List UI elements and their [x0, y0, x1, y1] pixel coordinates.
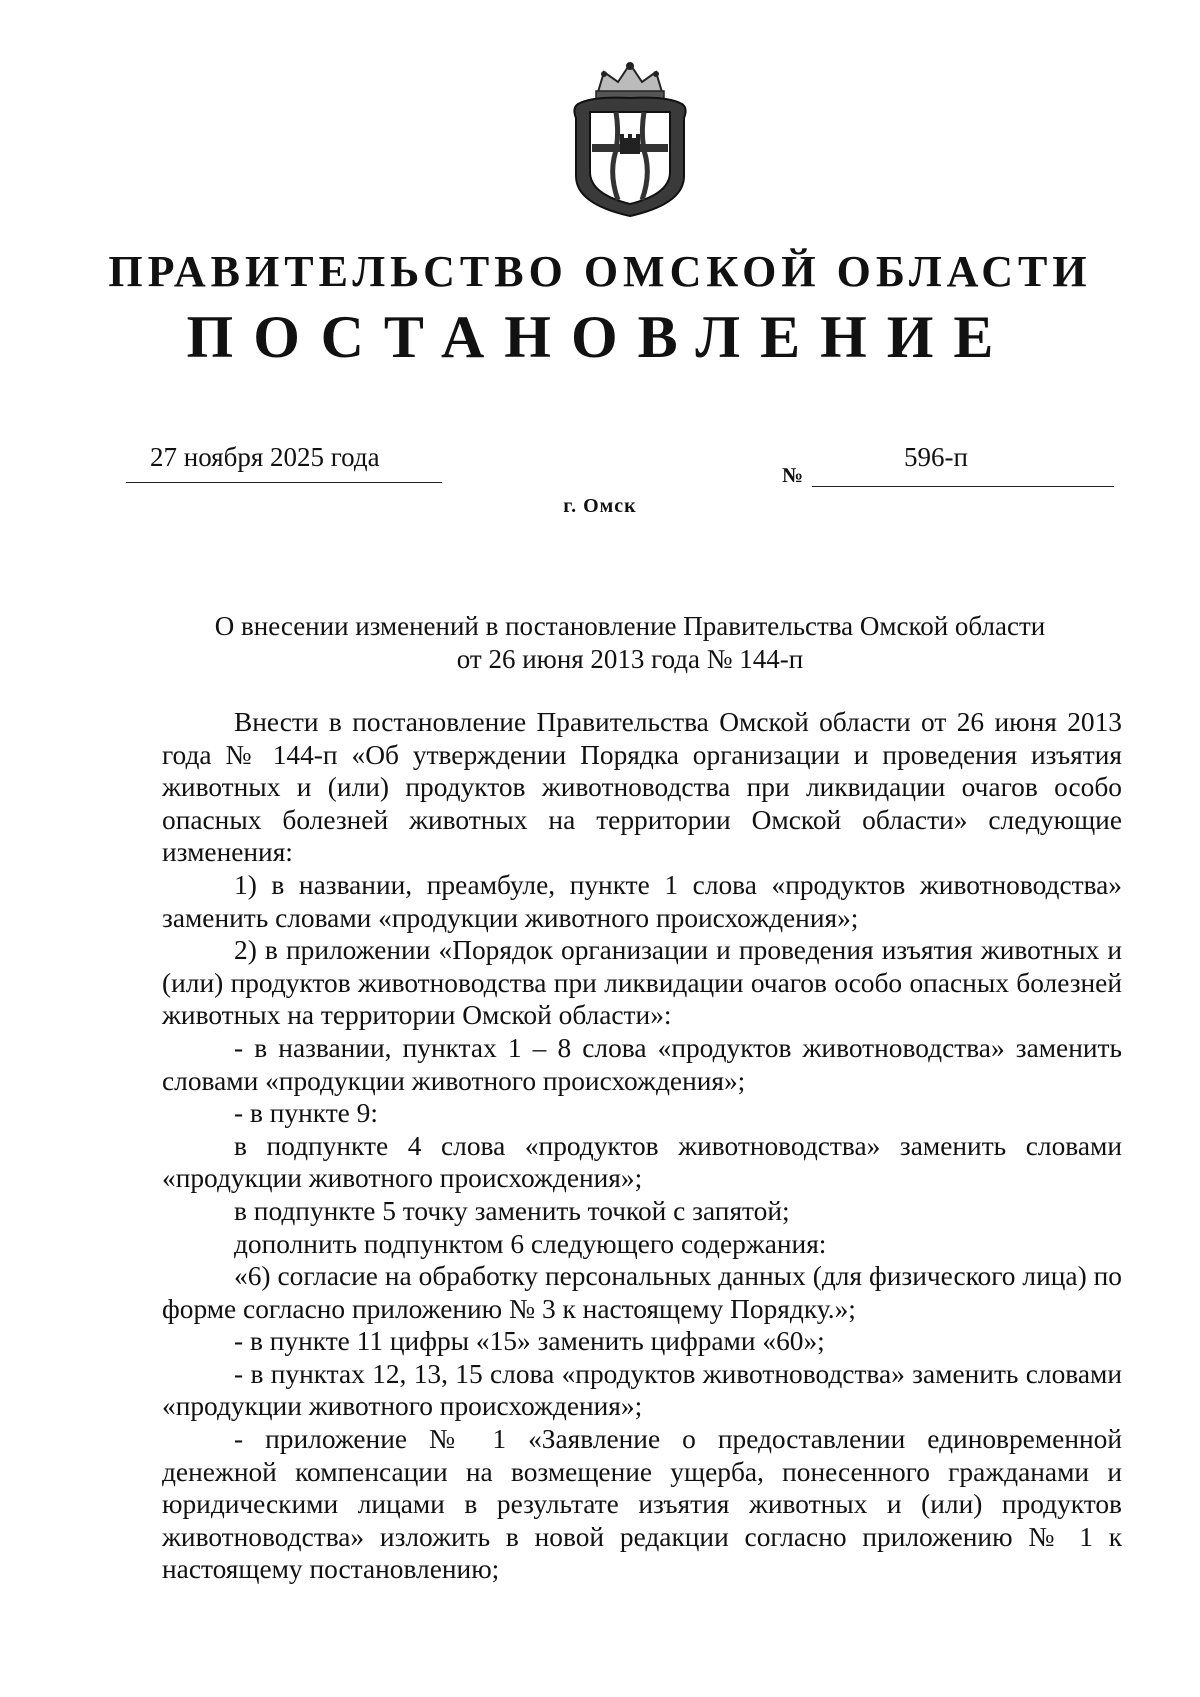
document-number: 596-п — [904, 442, 968, 472]
subject-line-2: от 26 июня 2013 года № 144-п — [456, 644, 804, 674]
body-paragraph: - приложение № 1 «Заявление о предоставлении единовременной денежной компенсации на возмещение ущерба, понесенного гражданами и юридическими лицами в результате изъятия животных и (или) продуктов животноводства» изложить в новой редакции согласно приложению № 1 к настоящему постановлению; — [162, 1424, 1122, 1585]
body-paragraph: 1) в названии, преамбуле, пункте 1 слова «продуктов животноводства» заменить словами «продукции животного происхождения»; — [162, 869, 1122, 933]
coat-of-arms-icon — [568, 58, 692, 220]
body-paragraph: - в пункте 9: — [234, 1098, 378, 1129]
body-paragraph: в подпункте 4 слова «продуктов животноводства» заменить словами «продукции животного происхождения»; — [162, 1130, 1122, 1194]
document-subject — [150, 610, 1110, 676]
body-paragraph: - в пункте 11 цифры «15» заменить цифрами «60»; — [234, 1326, 825, 1357]
body-paragraph: «6) согласие на обработку персональных данных (для физического лица) по форме согласно приложению № 3 к настоящему Порядку.»; — [162, 1261, 1122, 1324]
document-date: 27 ноября 2025 года — [150, 442, 380, 472]
document-kind-title: ПОСТАНОВЛЕНИЕ — [186, 304, 1014, 370]
city: г. Омск — [563, 495, 637, 517]
body-paragraph: дополнить подпунктом 6 следующего содержания: — [234, 1228, 827, 1259]
document-body — [162, 706, 1122, 1586]
number-sign: № — [782, 463, 804, 487]
body-paragraph: в подпункте 5 точку заменить точкой с запятой; — [234, 1195, 790, 1226]
body-paragraph: Внести в постановление Правительства Омской области от 26 июня 2013 года № 144-п «Об утверждении Порядка организации и проведения изъятия животных и (или) продуктов животноводства при ликвидации очагов особо опасных болезней животных на территории Омской области» следующие изменения: — [162, 707, 1122, 868]
subject-line-1: О внесении изменений в постановление Правительства Омской области — [214, 611, 1046, 641]
body-paragraph: - в пунктах 12, 13, 15 слова «продуктов животноводства» заменить словами «продукции животного происхождения»; — [162, 1358, 1122, 1422]
government-title: ПРАВИТЕЛЬСТВО ОМСКОЙ ОБЛАСТИ — [108, 247, 1092, 296]
body-paragraph: - в названии, пунктах 1 – 8 слова «продуктов животноводства» заменить словами «продукции животного происхождения»; — [162, 1032, 1122, 1096]
body-paragraph: 2) в приложении «Порядок организации и проведения изъятия животных и (или) продуктов животноводства при ликвидации очагов особо опасных болезней животных на территории Омской области»: — [162, 935, 1122, 1031]
